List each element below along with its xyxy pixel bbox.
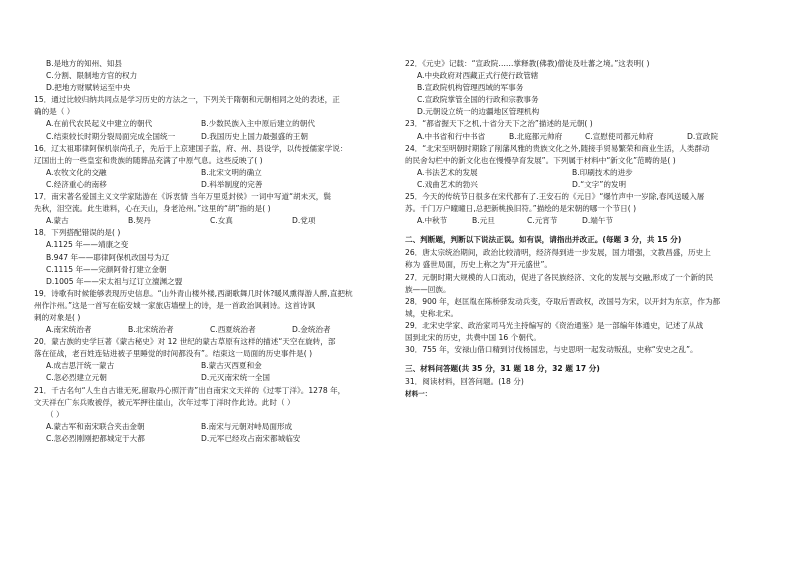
option-line: C.1115 年——完颜阿骨打建立金朝 xyxy=(46,264,167,274)
question-line: 15．通过比较归纳共同点是学习历史的方法之一，下列关于隋朝和元朝相同之处的表述，正 xyxy=(34,95,340,105)
question-line: 30．755 年，安禄山借口精到讨伐杨国忠，与史思明一起发动叛乱，史称“安史之乱”。 xyxy=(405,345,698,355)
option-line: C.分割、限制地方官的权力 xyxy=(46,71,138,81)
option-line: B.947 年——耶律阿保机改国号为辽 xyxy=(46,252,170,262)
question-line: 27．元朝时期大规模的人口流动，促进了各民族经济、文化的发展与交融,形成了一个新的民 xyxy=(405,272,714,282)
option-text: D.端午节 xyxy=(582,216,614,226)
question-line: 的民舍勾栏中的新文化也在慢慢孕育发展”。下列属于材料中“新文化”范畴的是( ) xyxy=(405,155,676,165)
option-text: B.契丹 xyxy=(128,216,151,226)
option-text: D.宣政院 xyxy=(687,131,719,141)
option-text: C.经济重心的南移 xyxy=(46,179,107,189)
question-line: 24．“北宋至明朝时期除了削藩风雅的贵族文化之外,随接手贸易繁荣和商业生活，人类群动 xyxy=(405,143,710,153)
option-row xyxy=(34,215,380,227)
option-text: A.中秋节 xyxy=(417,216,448,226)
option-text: B.南宋与元朝对峙局面形成 xyxy=(201,421,293,431)
question-line: 20．蒙古族的史学巨著《蒙古秘史》对 12 世纪的蒙古草原有这样的描述“天空在旋转，部 xyxy=(34,337,336,347)
option-text: A.农牧文化的交融 xyxy=(46,167,107,177)
question-line: 称为 盛世局面，历史上称之为“开元盛世”。 xyxy=(405,260,552,270)
option-text: D.元灭南宋统一全国 xyxy=(201,373,271,383)
question-line: 22．《元史》记载：“宣政院……掌释教(佛教)僧徒及吐蕃之境。”这表明( ) xyxy=(405,59,650,68)
question-line: 28．900 年，赵匡胤在陈桥驿发动兵变，夺取后晋政权，改国号为宋，以开封为东京，作为都 xyxy=(405,296,721,306)
option-text: C.戏曲艺术的勃兴 xyxy=(417,179,478,189)
question-line: 苏。千门万户曈曈日,总把新桃换旧符。”描绘的是宋朝的哪一个节日( ) xyxy=(405,204,637,214)
option-line: A.1125 年——靖康之变 xyxy=(46,240,129,250)
option-line: D.1005 年——宋太祖与辽订立澶渊之盟 xyxy=(46,276,183,286)
option-text: C.西夏统治者 xyxy=(210,325,256,335)
question-line: 26．唐太宗统治期间，政治比较清明，经济得到进一步发展，国力增强，文教昌盛，历史上 xyxy=(405,248,711,258)
question-line: 确的是（ ） xyxy=(34,107,75,117)
option-line: B.是地方的知州、知县 xyxy=(46,59,122,68)
option-text: D.科举制度的完善 xyxy=(201,179,263,189)
spacer xyxy=(405,227,755,231)
section-heading: 二、判断题，判断以下说法正误。如有误，请指出并改正。(每题 3 分，共 15 分) xyxy=(405,235,682,245)
question-line: 16．辽太祖耶律阿保机崇尚孔子，先后于上京建国子监，府、州、县设学，以传授儒家学说： xyxy=(34,143,348,153)
section-heading: 三、材料问答题(共 35 分，31 题 18 分，32 题 17 分) xyxy=(405,364,600,374)
question-line: 国到北宋的历史，共费中国 16 个朝代。 xyxy=(405,332,541,342)
option-row xyxy=(34,324,380,336)
question-line: 落在征战，老百姓连钻进被子里睡觉的时间都没有”。结束这一局面的历史事件是( ) xyxy=(34,349,313,359)
option-text: A.南宋统治者 xyxy=(46,325,92,335)
option-text: A.蒙古 xyxy=(46,216,69,226)
option-text: B.北宋统治者 xyxy=(128,325,174,335)
option-text: A.中书省和行中书省 xyxy=(417,131,486,141)
question-line: 18．下列搭配错误的是( ) xyxy=(34,228,121,238)
question-line: 25．今天的传统节日很多在宋代都有了.王安石的《元日》“爆竹声中一岁除,春风送暖入屠 xyxy=(405,192,705,202)
option-text: A.成吉思汗统一蒙古 xyxy=(46,361,115,371)
option-text: C.女真 xyxy=(210,216,233,226)
option-line: B.宣政院机构管理西域的军事务 xyxy=(417,83,524,93)
material-label: 材料一： xyxy=(405,390,432,399)
option-text: C.元宵节 xyxy=(527,216,558,226)
option-line: A.中央政府对西藏正式行使行政管辖 xyxy=(417,71,539,81)
option-text: B.元旦 xyxy=(472,216,495,226)
option-row xyxy=(34,167,380,179)
question-line: 城，史称北宋。 xyxy=(405,308,459,318)
question-line: 31．阅读材料，回答问题。(18 分) xyxy=(405,377,524,387)
option-row xyxy=(34,131,380,143)
option-text: D.“文字”的发明 xyxy=(572,179,627,189)
option-text: C.忽必烈建立元朝 xyxy=(46,373,107,383)
left-column xyxy=(34,58,380,445)
option-text: C.宣慰使司都元帅府 xyxy=(585,131,654,141)
question-line: 19．诗歌有时候能够表现历史信息。“山外青山楼外楼,西湖歌舞几时休?暖风熏得游人醉,直把杭 xyxy=(34,288,353,298)
option-row xyxy=(34,421,380,433)
option-line: D.把地方财赋转运至中央 xyxy=(46,83,131,93)
option-row xyxy=(34,118,380,130)
option-row xyxy=(34,372,380,384)
question-line: 17．南宋著名爱国主义文学家陆游在《诉衷情 当年万里觅封侯》一词中写道“胡未灭，鬓 xyxy=(34,192,331,202)
option-text: D.元军已经攻占南宋都城临安 xyxy=(201,433,301,443)
question-line: 29．北宋史学家、政治家司马光主持编写的《资治通鉴》是一部编年体通史，记述了从战 xyxy=(405,320,704,330)
option-text: C.忽必烈刚刚把都城定于大都 xyxy=(46,433,145,443)
option-line: D.元朝设立统一的边疆地区管理机构 xyxy=(417,107,540,117)
option-text: A.在前代农民起义中建立的朝代 xyxy=(46,119,153,129)
option-text: B.少数民族入主中原后建立的朝代 xyxy=(201,119,315,129)
option-row xyxy=(34,433,380,445)
question-line: 辽国出土的一些皇室和贵族的随葬品充满了中原气息。这些反映了( ) xyxy=(34,155,263,165)
question-line: 州作汴州。”这是一首写在临安城一家旅店墙壁上的诗，是一首政治讽刺诗。这首诗讽 xyxy=(34,300,316,310)
question-line: 族——回族。 xyxy=(405,284,451,294)
option-text: B.蒙古灭西夏和金 xyxy=(201,361,262,371)
option-text: A.书法艺术的发展 xyxy=(417,167,478,177)
option-text: D.金统治者 xyxy=(292,325,331,335)
option-text: D.党项 xyxy=(292,216,316,226)
option-text: B.印刷技术的进步 xyxy=(572,167,633,177)
option-row xyxy=(405,215,755,227)
option-line: C.宣政院掌管全国的行政和宗教事务 xyxy=(417,95,539,105)
spacer xyxy=(405,356,755,360)
option-row xyxy=(405,167,755,179)
option-text: B.北庭都元帅府 xyxy=(509,131,563,141)
right-column xyxy=(405,58,755,400)
option-row xyxy=(34,360,380,372)
option-text: D.我国历史上国力最强盛的王朝 xyxy=(201,131,308,141)
option-text: C.结束较长时期分裂局面完成全国统一 xyxy=(46,131,176,141)
option-row xyxy=(34,179,380,191)
question-line: 23．“都省握天下之机,十省分天下之治”描述的是元朝( ) xyxy=(405,119,593,129)
option-text: B.北宋文明的确立 xyxy=(201,167,262,177)
question-line: 21．千古名句“人生自古谁无死,留取丹心照汗青”出自南宋文天祥的《过零丁洋》。1278 年， xyxy=(34,385,346,395)
option-text: A.蒙古军和南宋联合夹击金朝 xyxy=(46,421,145,431)
option-row xyxy=(405,179,755,191)
question-line: 文天祥在广东兵败被俘，被元军押往崖山，次年过零丁洋时作此诗。此时（ ） xyxy=(34,397,295,407)
question-line: 先秋，泪空流。此生谁料，心在天山，身老沧州。”这里的“胡”指的是( ) xyxy=(34,204,271,214)
option-row xyxy=(405,131,755,143)
option-line: （ ） xyxy=(46,409,64,419)
question-line: 刺的对象是( ) xyxy=(34,312,81,322)
